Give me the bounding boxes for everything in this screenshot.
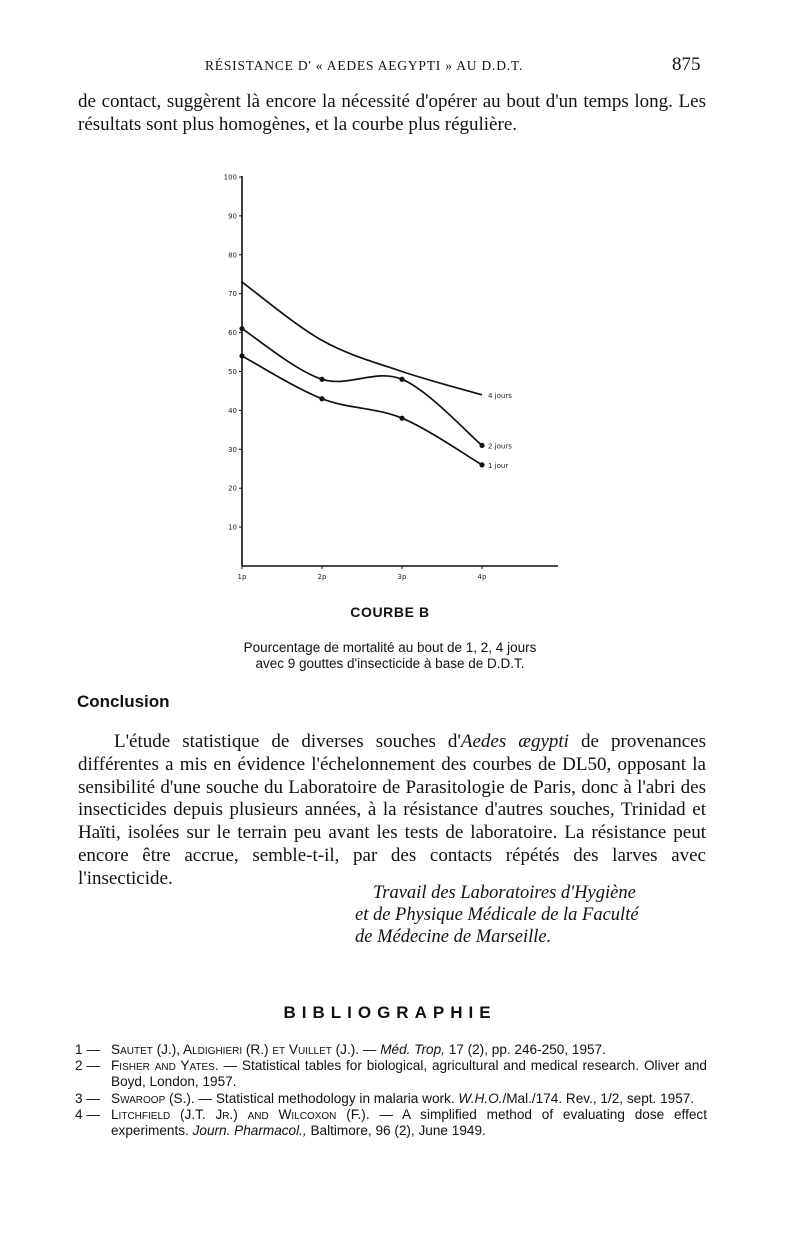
data-point: [399, 377, 404, 382]
reference-number: 2 —: [75, 1058, 100, 1074]
conclusion-text-end: de provenances différentes a mis en évidence l'échelonnement des courbes de DL50, opposant la sensibilité d'une souche du Laboratoire de Parasitologie de Paris, donc à l'abri des insecticides depuis plusieurs années, à la résistance d'autres souches, Trinidad et Haïti, isolées sur le terrain peu avant les tests de laboratoire. La résistance peut encore être accrue, semble-t-il, par des contacts répétés des larves avec l'insecticide.: [78, 731, 706, 889]
reference-detail: — Statistical tables for biological, agricultural and medical research. Oliver and Boyd, London, 1957.: [111, 1058, 707, 1090]
reference-detail: — A simplified method of evaluating dose effect experiments.: [111, 1106, 707, 1139]
y-tick-label: 20: [228, 484, 237, 493]
data-point: [319, 396, 324, 401]
page-number: 875: [672, 54, 701, 75]
y-tick-label: 70: [228, 290, 237, 299]
reference-authors: Fisher and Yates.: [111, 1058, 219, 1074]
conclusion-paragraph: [78, 731, 706, 891]
data-point: [399, 416, 404, 421]
reference-text: [111, 1107, 707, 1139]
reference-journal: Journ. Pharmacol.,: [192, 1123, 307, 1139]
y-tick-label: 30: [228, 445, 237, 454]
affiliation-signature: [355, 882, 705, 948]
reference-number: 1 —: [75, 1042, 100, 1057]
figure-caption-line-1: Pourcentage de mortalité au bout de 1, 2, 4 jours: [243, 640, 537, 655]
figure-caption-line-2: avec 9 gouttes d'insecticide à base de D.D.T.: [255, 656, 525, 671]
x-tick-label: 2p: [317, 573, 327, 581]
mortality-line-chart: [190, 168, 570, 588]
reference-number: 3 —: [75, 1090, 100, 1106]
intro-text: de contact, suggèrent là encore la nécessité d'opérer au bout d'un temps long. Les résultats sont plus homogènes, et la courbe plus régulière.: [78, 91, 706, 135]
conclusion-text-start: L'étude statistique de diverses souches d': [114, 731, 461, 752]
data-point: [319, 377, 324, 382]
x-tick-label: 3p: [397, 573, 407, 581]
reference-item: [75, 1107, 707, 1139]
species-name: Aedes ægypti: [460, 731, 569, 752]
reference-journal: W.H.O.: [458, 1090, 503, 1106]
reference-detail: /Mal./174. Rev., 1/2, sept. 1957.: [502, 1090, 695, 1106]
series-label: 1 jour: [488, 461, 509, 470]
reference-item: [75, 1058, 707, 1090]
signature-line-3: de Médecine de Marseille.: [355, 927, 552, 947]
series-label: 2 jours: [488, 442, 512, 451]
data-point: [241, 281, 243, 283]
y-tick-label: 60: [228, 329, 237, 338]
data-point: [479, 462, 484, 467]
series-label: 4 jours: [488, 391, 512, 400]
reference-detail: 17 (2), pp. 246-250, 1957.: [444, 1042, 606, 1057]
reference-list: [75, 1042, 707, 1139]
data-point: [239, 353, 244, 358]
reference-authors: Swaroop (S.).: [111, 1090, 195, 1106]
signature-line-2: et de Physique Médicale de la Faculté: [355, 905, 639, 925]
signature-line-1: Travail des Laboratoires d'Hygiène: [373, 883, 636, 903]
x-tick-label: 4p: [477, 573, 487, 581]
reference-detail: —: [359, 1042, 381, 1057]
reference-journal: Méd. Trop,: [380, 1042, 445, 1057]
series-line: [242, 329, 482, 446]
running-title: RÉSISTANCE D' « AEDES AEGYPTI » AU D.D.T.: [205, 58, 524, 73]
reference-detail: Baltimore, 96 (2), June 1949.: [306, 1123, 486, 1139]
reference-item: [75, 1091, 707, 1107]
conclusion-heading: Conclusion: [77, 692, 170, 711]
x-tick-label: 1p: [237, 573, 247, 581]
reference-text: [111, 1058, 707, 1090]
y-tick-label: 50: [228, 368, 237, 376]
y-tick-label: 10: [228, 523, 237, 532]
data-point: [479, 443, 484, 448]
reference-text: [111, 1091, 707, 1107]
data-point: [239, 326, 244, 331]
chart-series: [239, 281, 512, 470]
figure-title: COURBE B: [350, 604, 430, 620]
reference-item: [75, 1042, 707, 1058]
reference-text: [111, 1042, 707, 1058]
y-tick-label: 100: [223, 173, 237, 182]
reference-authors: Sautet (J.), Aldighieri (R.) et Vuillet (J.).: [111, 1042, 360, 1057]
y-tick-label: 80: [228, 251, 237, 260]
reference-number: 4 —: [75, 1106, 100, 1122]
chart-axes: [224, 174, 558, 582]
y-tick-label: 40: [228, 406, 237, 415]
y-tick-label: 90: [228, 212, 237, 221]
reference-authors: Litchfield (J.T. Jr.) and Wilcoxon (F.).: [111, 1106, 370, 1122]
intro-paragraph: [78, 91, 706, 136]
bibliography-heading: BIBLIOGRAPHIE: [283, 1003, 497, 1022]
reference-detail: — Statistical methodology in malaria work.: [194, 1090, 459, 1106]
